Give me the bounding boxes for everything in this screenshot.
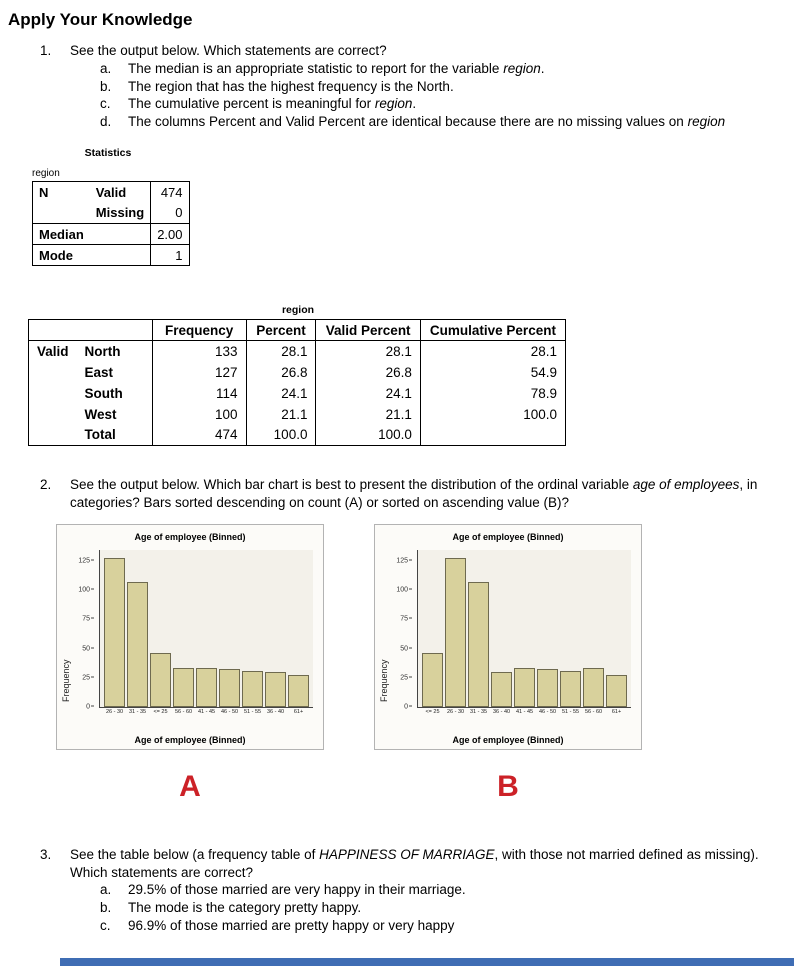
bar: [491, 672, 511, 707]
table-row: South 114 24.1 24.1 78.9: [29, 383, 566, 404]
stat-value: 474: [151, 182, 189, 203]
bar-group: [421, 550, 444, 715]
x-axis-tick-label: 51 - 55: [243, 708, 262, 715]
question-content: [70, 846, 770, 935]
stat-value: 0: [151, 203, 189, 224]
question-2: [40, 476, 784, 512]
chart-title: Age of employee (Binned): [134, 531, 246, 542]
x-axis-tick-label: 46 - 50: [538, 708, 557, 715]
chart-label-b: B: [497, 769, 519, 803]
table-row: [33, 245, 190, 266]
row-label: West: [84, 406, 117, 422]
question-text: See the output below. Which statements are correct?: [70, 43, 387, 58]
stat-sublabel: [90, 224, 151, 245]
bar-group: [172, 550, 195, 715]
stat-value: 1: [151, 245, 189, 266]
bar: [583, 668, 603, 706]
y-axis-label: Frequency: [61, 659, 71, 702]
bar-group: [582, 550, 605, 715]
option-c: c. 96.9% of those married are pretty happy or very happy: [100, 917, 455, 933]
column-header-valid-percent: Valid Percent: [316, 320, 420, 341]
y-axis-tick-label: 125: [387, 558, 412, 565]
table-header-row: [29, 320, 566, 341]
bar: [422, 653, 442, 706]
x-axis-label: Age of employee (Binned): [452, 734, 564, 745]
stat-sublabel: Valid: [95, 184, 127, 200]
chart-letters-row: [56, 770, 784, 804]
y-axis-tick-label: 75: [387, 616, 412, 623]
option-b: b. The mode is the category pretty happy.: [100, 900, 362, 916]
x-axis-label: Age of employee (Binned): [134, 734, 246, 745]
table-row: Valid North 133 28.1 28.1 28.1: [29, 341, 566, 362]
y-axis-label: Frequency: [379, 659, 389, 702]
row-group-label: Valid: [37, 343, 69, 359]
bar: [150, 653, 170, 706]
row-label: South: [84, 385, 123, 401]
page-title: Apply Your Knowledge: [8, 10, 193, 29]
x-axis-tick-label: 36 - 40: [266, 708, 285, 715]
option-a: a. 29.5% of those married are very happy in their marriage.: [100, 882, 466, 898]
table-row: [33, 203, 190, 224]
x-axis-tick-label: 51 - 55: [561, 708, 580, 715]
x-axis-tick-label: 56 - 60: [174, 708, 193, 715]
y-axis-tick-label: 0: [387, 703, 412, 710]
question-1: [40, 42, 784, 131]
y-axis-tick-label: 125: [69, 558, 94, 565]
stat-sublabel: Missing: [95, 205, 145, 221]
stat-label: Median: [33, 224, 90, 245]
table-row: West 100 21.1 21.1 100.0: [29, 404, 566, 425]
bar: [560, 671, 580, 707]
bottom-blue-bar: [60, 958, 794, 966]
bar-group: [103, 550, 126, 715]
bar: [468, 582, 488, 706]
bar-group: [513, 550, 536, 715]
question-number: 3.: [40, 846, 52, 862]
bar-group: [126, 550, 149, 715]
statistics-variable-label: region: [32, 168, 60, 180]
option-b: b. The region that has the highest frequency is the North.: [100, 78, 454, 94]
bar-group: [536, 550, 559, 715]
x-axis-tick-label: 61+: [293, 708, 304, 715]
x-axis-tick-label: 31 - 35: [128, 708, 147, 715]
statistics-table: [32, 181, 190, 266]
stat-label: [33, 203, 90, 224]
y-axis-tick-label: 100: [387, 587, 412, 594]
bar: [242, 671, 262, 707]
bar-chart-a: [56, 524, 324, 750]
bar: [606, 675, 626, 706]
bar: [445, 558, 465, 707]
y-axis-tick-label: 50: [69, 645, 94, 652]
plot-area: [396, 550, 631, 715]
question-number: 1.: [40, 43, 52, 58]
y-axis-tick-label: 50: [387, 645, 412, 652]
row-label: Total: [84, 427, 116, 443]
plot-area: [78, 550, 313, 715]
bar-group: [287, 550, 310, 715]
y-axis-tick-label: 25: [387, 674, 412, 681]
bar-group: [490, 550, 513, 715]
charts-row: [56, 524, 784, 750]
x-axis-tick-label: <= 25: [425, 708, 440, 715]
statistics-table-title: Statistics: [84, 147, 132, 160]
x-axis-tick-label: 61+: [611, 708, 622, 715]
statistics-block: [32, 147, 184, 266]
x-axis-tick-label: 26 - 30: [446, 708, 465, 715]
bar-group: [195, 550, 218, 715]
bar-group: [444, 550, 467, 715]
table-row: Total 474 100.0 100.0: [29, 425, 566, 446]
bar-group: [467, 550, 490, 715]
bar-group: [559, 550, 582, 715]
y-axis-tick-label: 0: [69, 703, 94, 710]
bar: [514, 668, 534, 706]
chart-title: Age of employee (Binned): [452, 531, 564, 542]
question-text: See the table below (a frequency table of HAPPINESS OF MARRIAGE, with those not married defined as missing). Which statements are correct?: [70, 846, 759, 880]
question-content: [70, 42, 770, 131]
x-axis-tick-label: 56 - 60: [584, 708, 603, 715]
x-axis-tick-label: 46 - 50: [220, 708, 239, 715]
question-text: See the output below. Which bar chart is best to present the distribution of the ordinal variable age of employees, in categories? Bars sorted descending on count (A) or sorted on ascending value (B)?: [70, 477, 758, 510]
bar-group: [605, 550, 628, 715]
bar-chart-b: [374, 524, 642, 750]
x-axis-tick-label: 36 - 40: [492, 708, 511, 715]
option-a: a. The median is an appropriate statistic to report for the variable region.: [100, 60, 545, 76]
row-label: North: [84, 343, 121, 359]
column-header-cumulative-percent: Cumulative Percent: [420, 320, 565, 341]
x-axis-tick-label: <= 25: [153, 708, 168, 715]
x-axis-tick-label: 41 - 45: [515, 708, 534, 715]
option-d: d. The columns Percent and Valid Percent are identical because there are no missing values on region: [100, 114, 726, 130]
bar: [104, 558, 124, 707]
bar-group: [241, 550, 264, 715]
bar: [537, 669, 557, 706]
bar-group: [264, 550, 287, 715]
bar: [173, 668, 193, 706]
option-c: c. The cumulative percent is meaningful for region.: [100, 96, 417, 112]
frequency-table: [28, 319, 566, 446]
question-3: [40, 846, 784, 935]
x-axis-tick-label: 31 - 35: [469, 708, 488, 715]
bar: [127, 582, 147, 706]
x-axis-tick-label: 41 - 45: [197, 708, 216, 715]
y-axis-tick-label: 25: [69, 674, 94, 681]
bar: [288, 675, 308, 706]
bar: [196, 668, 216, 706]
bar-group: [149, 550, 172, 715]
question-number: 2.: [40, 477, 52, 493]
table-row: East 127 26.8 26.8 54.9: [29, 362, 566, 383]
bar: [265, 672, 285, 707]
stat-value: 2.00: [151, 224, 189, 245]
y-axis-tick-label: 75: [69, 616, 94, 623]
chart-label-a: A: [179, 769, 201, 803]
table-row: [33, 224, 190, 245]
x-axis-tick-label: 26 - 30: [105, 708, 124, 715]
stat-sublabel: [90, 245, 151, 266]
stat-label: N: [39, 184, 49, 200]
table-row: [33, 182, 190, 203]
bar-group: [218, 550, 241, 715]
bar: [219, 669, 239, 706]
column-header-frequency: Frequency: [152, 320, 246, 341]
frequency-table-title: region: [281, 304, 315, 317]
stat-label: Mode: [33, 245, 90, 266]
y-axis-tick-label: 100: [69, 587, 94, 594]
frequency-table-block: [28, 304, 568, 446]
row-label: East: [84, 364, 114, 380]
column-header-percent: Percent: [246, 320, 316, 341]
